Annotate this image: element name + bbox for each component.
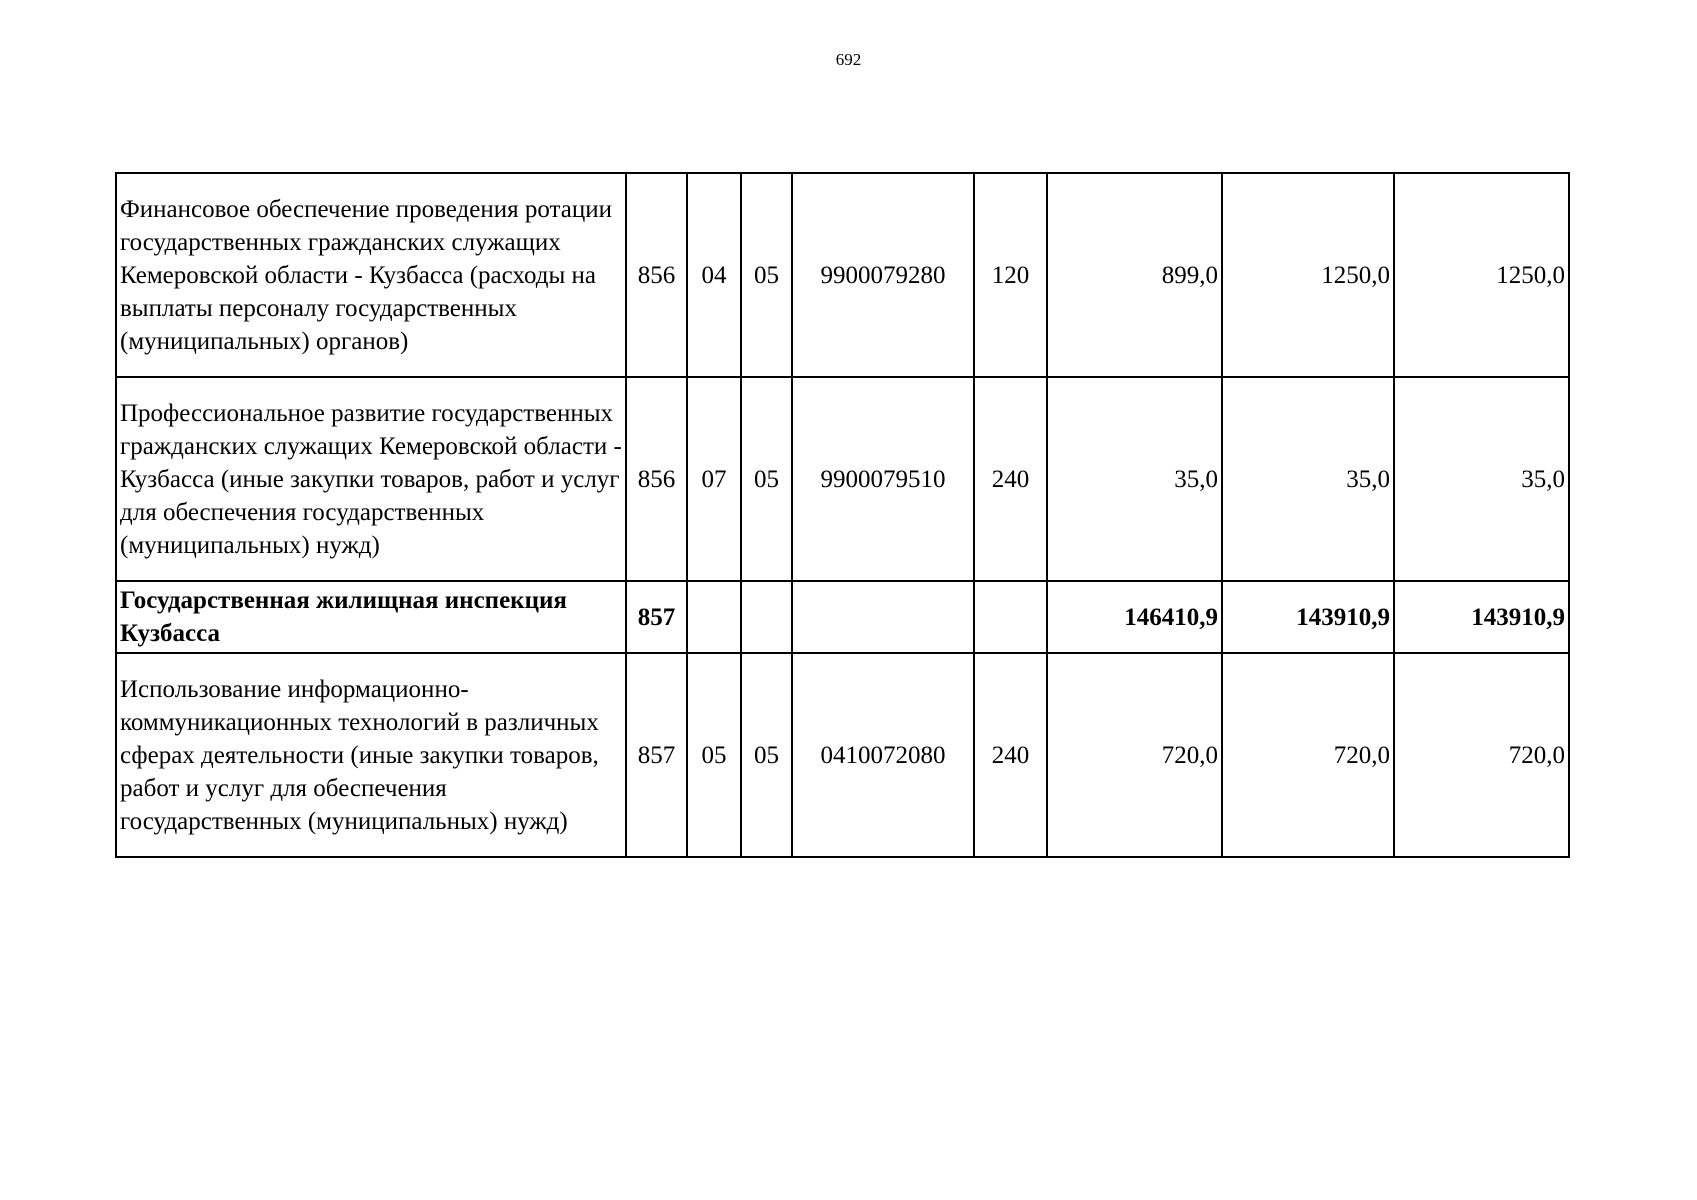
budget-table [115, 172, 1570, 858]
amount-year1-cell: 35,0 [1047, 377, 1222, 581]
amount-year1-cell: 720,0 [1047, 653, 1222, 857]
section-cell: 07 [687, 377, 741, 581]
amount-year2-cell: 1250,0 [1222, 173, 1394, 377]
section-cell [687, 581, 741, 653]
amount-year3-cell: 35,0 [1394, 377, 1569, 581]
page-number: 692 [835, 50, 862, 69]
ministry-code-cell: 856 [626, 377, 687, 581]
expense-type-cell: 240 [974, 653, 1047, 857]
table-row-agency-total [116, 581, 1569, 653]
target-article-cell: 0410072080 [792, 653, 974, 857]
amount-year3-cell: 143910,9 [1394, 581, 1569, 653]
target-article-cell [792, 581, 974, 653]
expense-name-cell: Использование информационно-коммуникационных технологий в различных сферах деятельности (иные закупки товаров, работ и услуг для обеспечения государственных (муниципальных) нужд) [116, 653, 626, 857]
table-row [116, 653, 1569, 857]
agency-name-cell: Государственная жилищная инспекция Кузбасса [116, 581, 626, 653]
subsection-cell: 05 [741, 173, 792, 377]
table-row [116, 173, 1569, 377]
expense-name-cell: Профессиональное развитие государственных гражданских служащих Кемеровской области - Кузбасса (иные закупки товаров, работ и услуг для обеспечения государственных (муниципальных) нужд) [116, 377, 626, 581]
section-cell: 05 [687, 653, 741, 857]
amount-year2-cell: 35,0 [1222, 377, 1394, 581]
table-row [116, 377, 1569, 581]
expense-type-cell [974, 581, 1047, 653]
subsection-cell: 05 [741, 377, 792, 581]
subsection-cell [741, 581, 792, 653]
amount-year1-cell: 146410,9 [1047, 581, 1222, 653]
subsection-cell: 05 [741, 653, 792, 857]
ministry-code-cell: 857 [626, 581, 687, 653]
amount-year3-cell: 720,0 [1394, 653, 1569, 857]
expense-name-cell: Финансовое обеспечение проведения ротации государственных гражданских служащих Кемеровской области - Кузбасса (расходы на выплаты персоналу государственных (муниципальных) органов) [116, 173, 626, 377]
target-article-cell: 9900079510 [792, 377, 974, 581]
target-article-cell: 9900079280 [792, 173, 974, 377]
ministry-code-cell: 857 [626, 653, 687, 857]
amount-year2-cell: 720,0 [1222, 653, 1394, 857]
amount-year2-cell: 143910,9 [1222, 581, 1394, 653]
ministry-code-cell: 856 [626, 173, 687, 377]
expense-type-cell: 240 [974, 377, 1047, 581]
expense-type-cell: 120 [974, 173, 1047, 377]
section-cell: 04 [687, 173, 741, 377]
amount-year3-cell: 1250,0 [1394, 173, 1569, 377]
amount-year1-cell: 899,0 [1047, 173, 1222, 377]
